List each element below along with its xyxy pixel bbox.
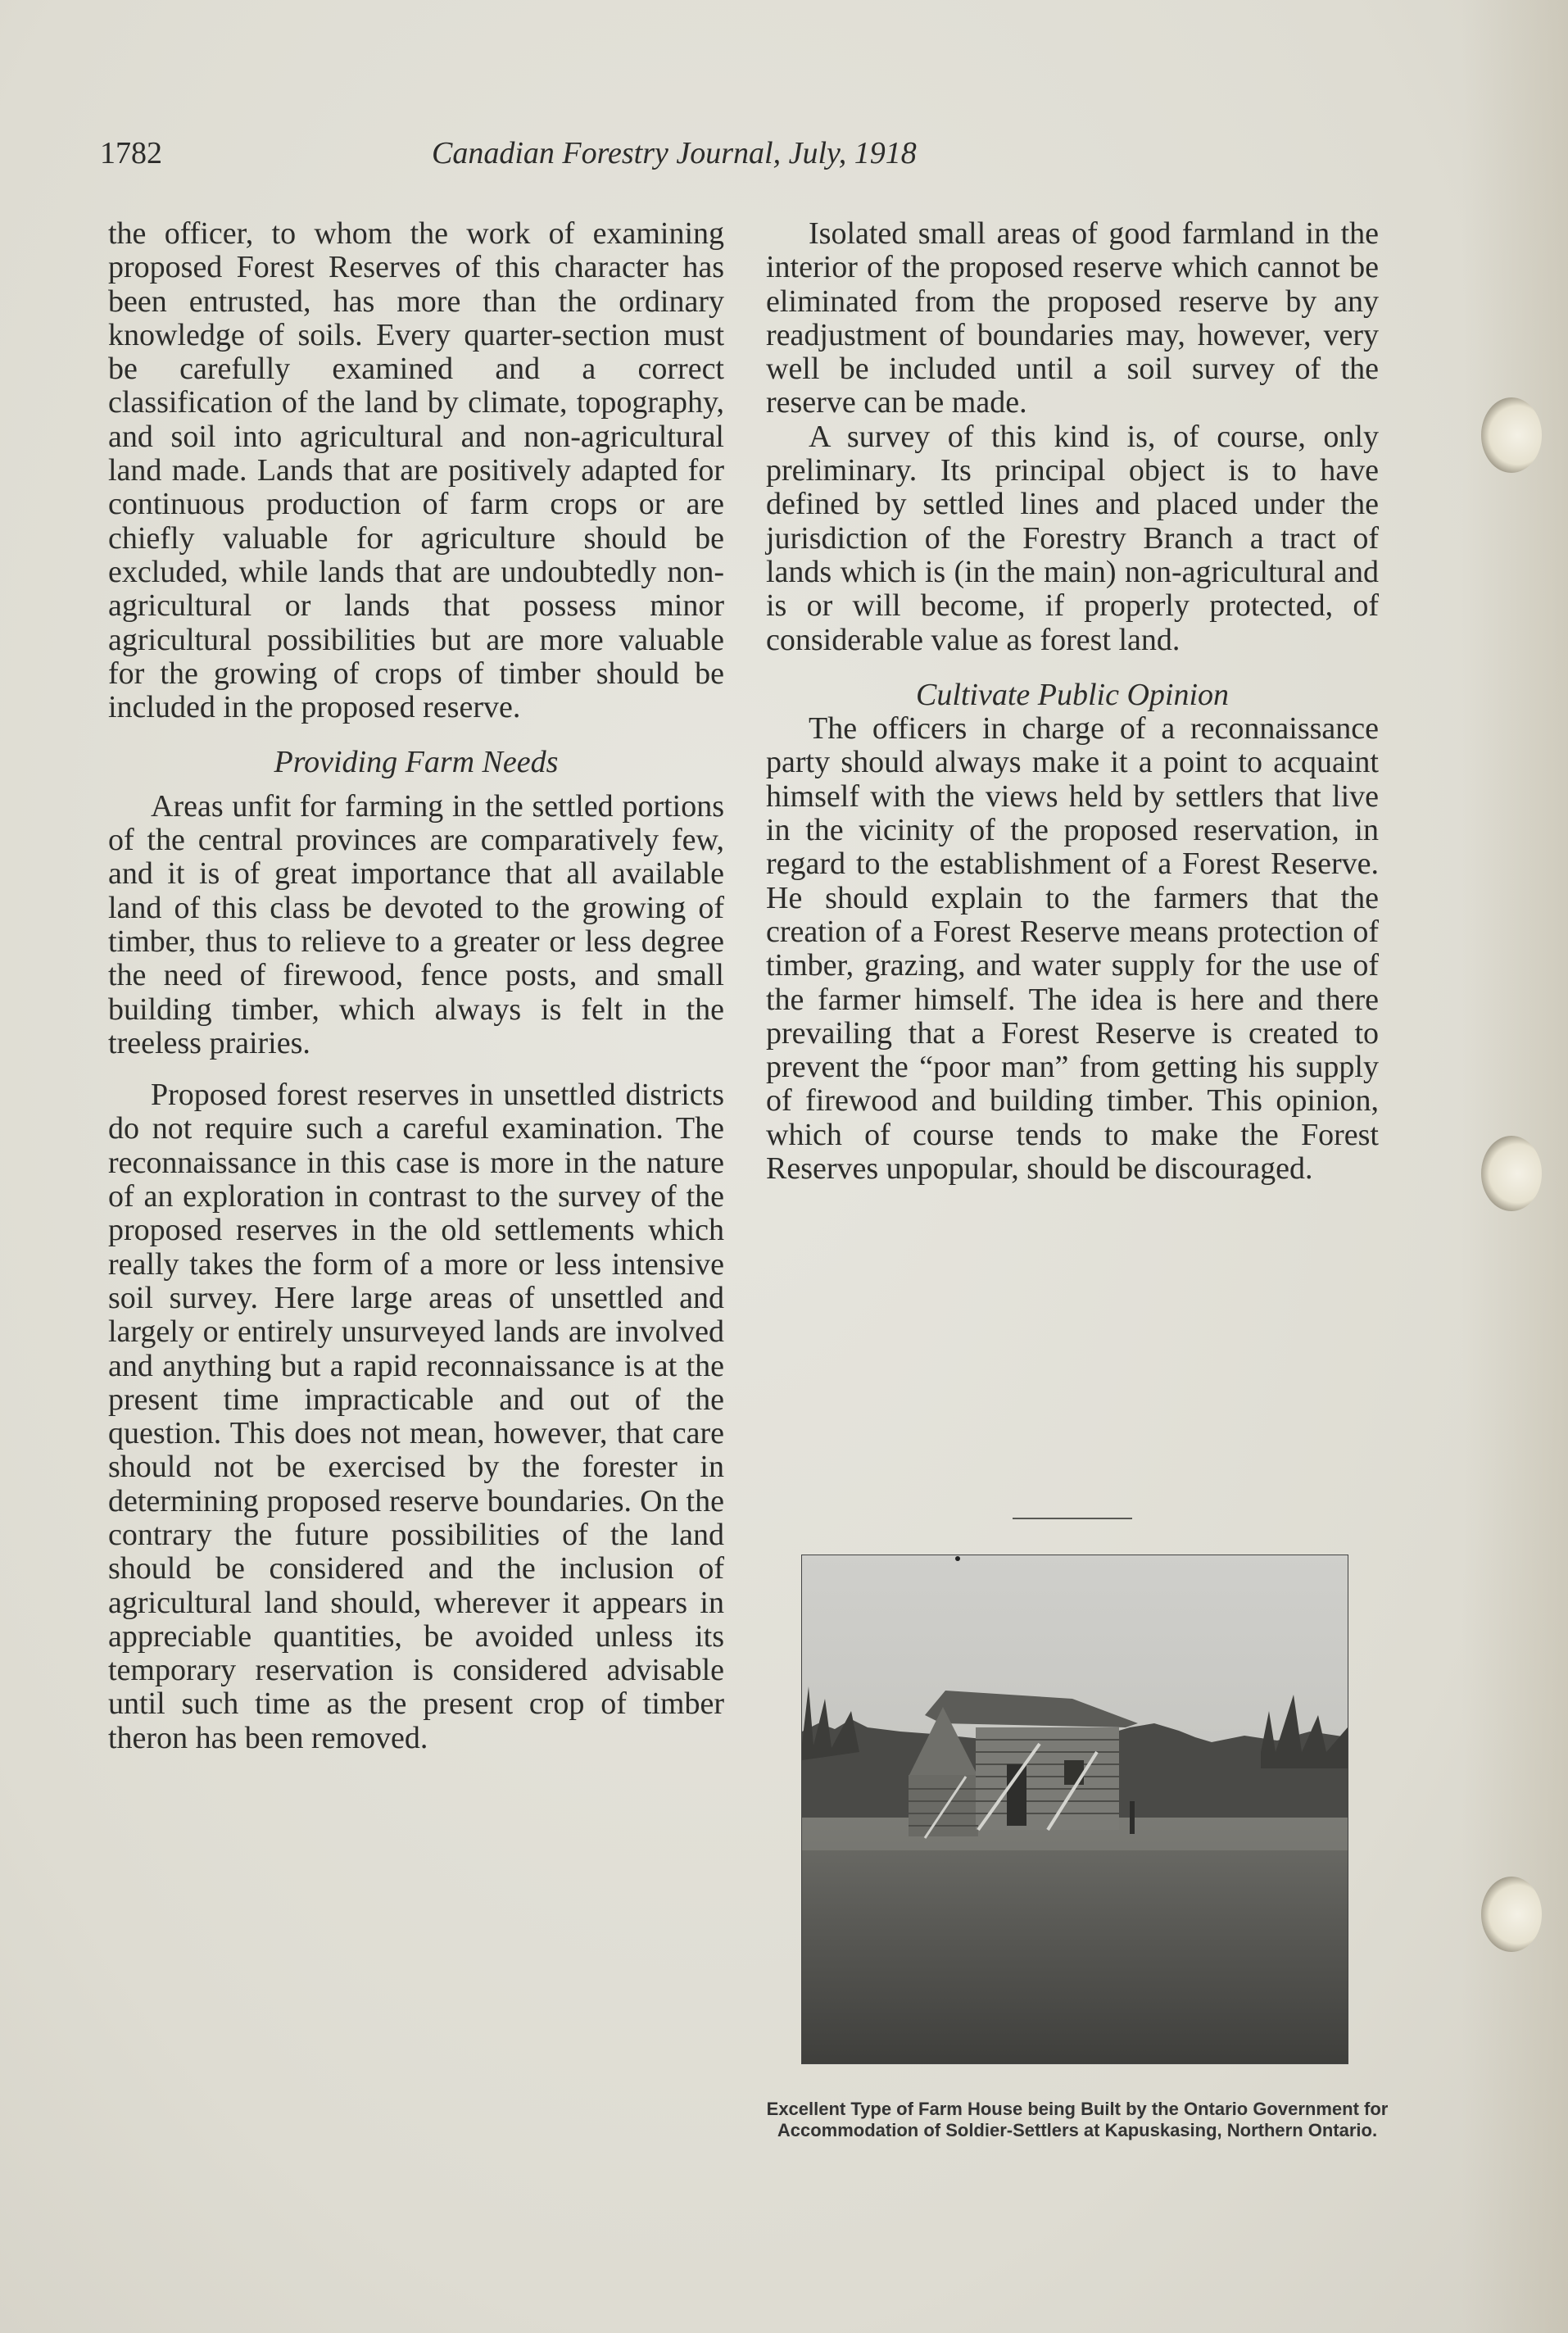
right-paragraph-2: A survey of this kind is, of course, only preliminary. Its principal object is to have defined by settled lines and placed under the jurisdiction of the Forestry Branch a tract of lands which is (in the main) non-agricultural and is or will become, if properly protected, of considerable value as forest land. [766,419,1379,657]
running-head: Canadian Forestry Journal, July, 1918 [432,136,917,170]
page-number: 1782 [100,136,162,170]
section-divider [1013,1518,1132,1519]
binder-hole-middle [1481,1136,1542,1211]
right-paragraph-3: The officers in charge of a reconnaissance party should always make it a point to acquaint himself with the views held by settlers that live in the vicinity of the proposed reservation, in regard to the establishment of a Forest Reserve. He should explain to the farmers that the creation of a Forest Reserve means protection of timber, grazing, and water supply for the use of the farmer himself. The idea is here and there prevailing that a Forest Reserve is created to prevent the “poor man” from getting his supply of firewood and building timber. This opinion, which of course tends to make the Forest Reserves unpopular, should be discouraged. [766,711,1379,1187]
right-column [766,217,1379,1186]
section-heading-cultivate-public-opinion: Cultivate Public Opinion [915,677,1230,712]
farm-house-photo [801,1555,1348,2064]
page-header [100,135,1099,184]
right-paragraph-1: Isolated small areas of good farmland in the interior of the proposed reserve which cannot be eliminated from the proposed reserve by any readjustment of boundaries may, however, very well be included until a soil survey of the reserve can be made. [766,216,1379,420]
photo-caption: Excellent Type of Farm House being Built by the Ontario Government for Accommodation of Soldier-Settlers at Kapuskasing, Northern Ontario. [766,2099,1389,2140]
binder-hole-bottom [1481,1877,1542,1952]
left-paragraph-3: Proposed forest reserves in unsettled districts do not require such a careful examination. The reconnaissance in this case is more in the nature of an exploration in contrast to the survey of the proposed reserves in the old settlements which really takes the form of a more or less intensive soil survey. Here large areas of unsettled and largely or entirely unsurveyed lands are involved and anything but a rapid reconnaissance is at the present time impracticable and out of the question. This does not mean, however, that care should not be exercised by the forester in determining proposed reserve boundaries. On the contrary the future possibilities of the land should be considered and the inclusion of agricultural land should, wherever it appears in appreciable quantities, be avoided unless its temporary reservation is considered advisable until such time as the present crop of timber theron has been removed. [108,1078,724,1755]
left-column [108,217,724,1755]
left-paragraph-1: the officer, to whom the work of examining proposed Forest Reserves of this character has been entrusted, has more than the ordinary knowledge of soils. Every quarter-section must be carefully examined and a correct classification of the land by climate, topography, and soil into agricultural and non-agricultural land made. Lands that are positively adapted for continuous production of farm crops or are chiefly valuable for agriculture should be excluded, while lands that are undoubtedly non-agricultural or lands that possess minor agricultural possibilities but are more valuable for the growing of crops of timber should be included in the proposed reserve. [108,216,724,725]
left-paragraph-2: Areas unfit for farming in the settled portions of the central provinces are comparatively few, and it is of great importance that all available land of this class be devoted to the growing of timber, thus to relieve to a greater or less degree the need of firewood, fence posts, and small building timber, which always is felt in the treeless prairies. [108,788,724,1060]
section-heading-providing-farm-needs: Providing Farm Needs [274,745,559,780]
binder-hole-top [1481,397,1542,473]
